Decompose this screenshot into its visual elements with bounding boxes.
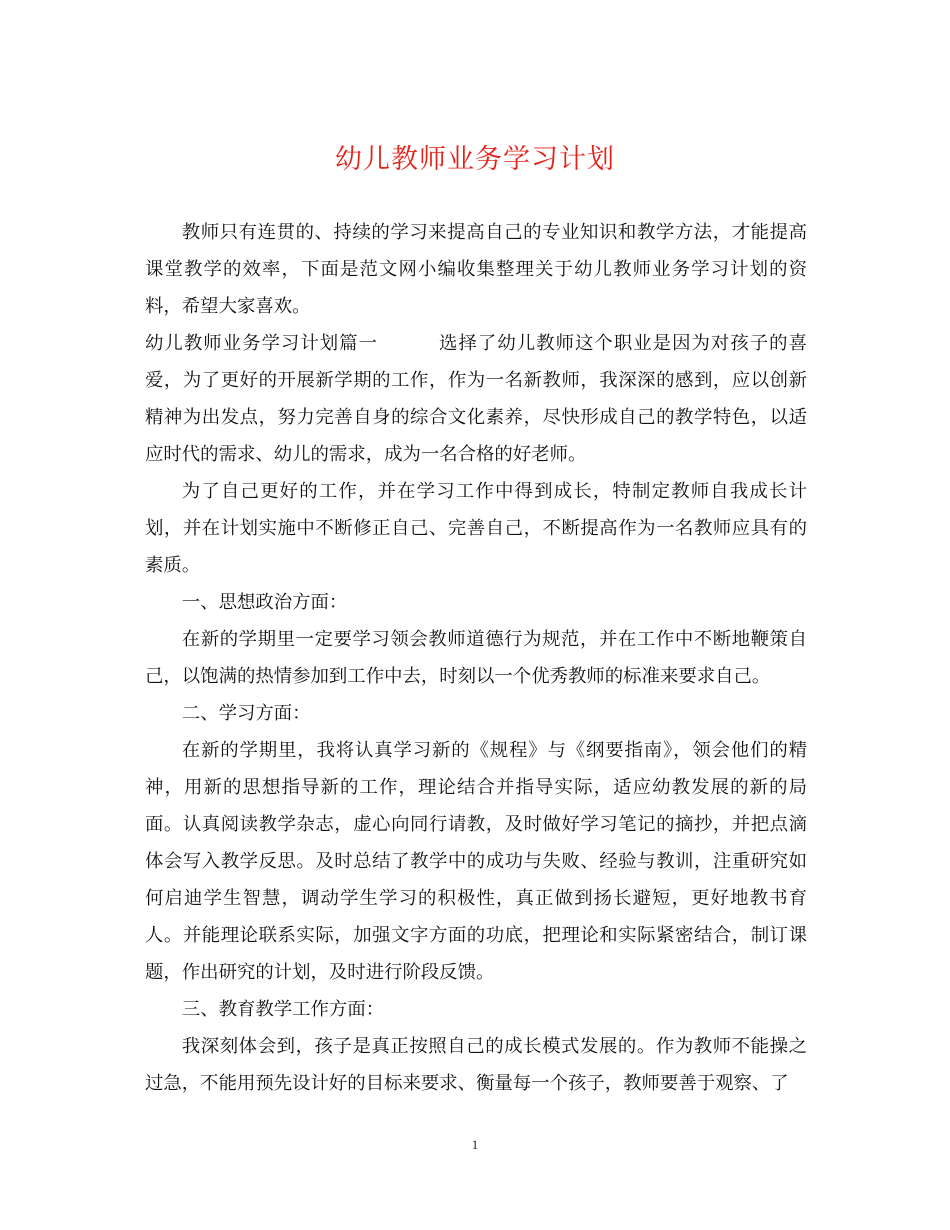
section-heading-politics: 一、思想政治方面： bbox=[181, 592, 348, 613]
document-title: 幼儿教师业务学习计划 bbox=[335, 144, 615, 175]
part-one-label: 幼儿教师业务学习计划篇一 bbox=[145, 333, 379, 354]
section-text-teaching: 我深刻体会到，孩子是真正按照自己的成长模式发展的。作为教师不能操之过急，不能用预先设计好的目标来要求、衡量每一个孩子，教师要善于观察、了 bbox=[145, 1036, 807, 1094]
section-heading-teaching: 三、教育教学工作方面： bbox=[181, 999, 385, 1020]
part-one-paragraph bbox=[145, 325, 807, 473]
document-body bbox=[145, 214, 807, 1102]
growth-paragraph: 为了自己更好的工作，并在学习工作中得到成长，特制定教师自我成长计划，并在计划实施中不断修正自己、完善自己，不断提高作为一名教师应具有的素质。 bbox=[145, 481, 807, 576]
section-heading-study: 二、学习方面： bbox=[181, 703, 311, 724]
section-text-politics: 在新的学期里一定要学习领会教师道德行为规范，并在工作中不断地鞭策自己，以饱满的热情参加到工作中去，时刻以一个优秀教师的标准来要求自己。 bbox=[145, 629, 807, 687]
intro-paragraph: 教师只有连贯的、持续的学习来提高自己的专业知识和教学方法，才能提高课堂教学的效率，下面是范文网小编收集整理关于幼儿教师业务学习计划的资料，希望大家喜欢。 bbox=[145, 222, 807, 317]
section-text-study: 在新的学期里，我将认真学习新的《规程》与《纲要指南》，领会他们的精神，用新的思想指导新的工作，理论结合并指导实际，适应幼教发展的新的局面。认真阅读教学杂志，虚心向同行请教，及时做好学习笔记的摘抄，并把点滴体会写入教学反思。及时总结了教学中的成功与失败、经验与教训，注重研究如何启迪学生智慧，调动学生学习的积极性，真正做到扬长避短，更好地教书育人。并能理论联系实际，加强文字方面的功底，把理论和实际紧密结合，制订课题，作出研究的计划，及时进行阶段反馈。 bbox=[145, 740, 807, 983]
page-number: 1 bbox=[471, 1137, 479, 1152]
part-one-text: 选择了幼儿教师这个职业是因为对孩子的喜爱，为了更好的开展新学期的工作，作为一名新教师，我深深的感到，应以创新精神为出发点，努力完善自身的综合文化素养，尽快形成自己的教学特色，以适应时代的需求、幼儿的需求，成为一名合格的好老师。 bbox=[145, 333, 807, 465]
